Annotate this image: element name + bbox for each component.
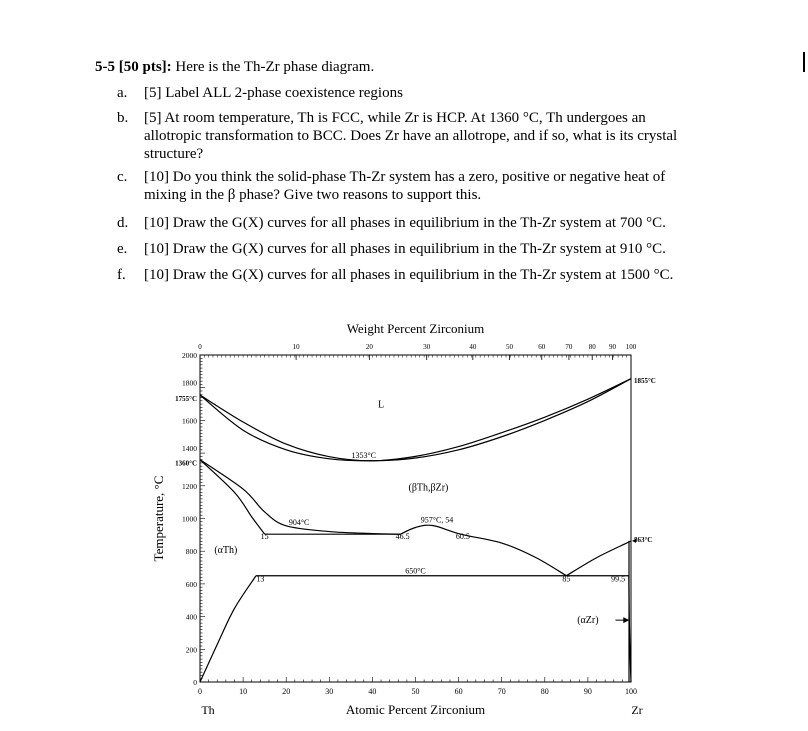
annotation-label: 46.5 (395, 531, 410, 541)
chart-title: Weight Percent Zirconium (346, 321, 485, 336)
top-tick-label: 50 (505, 343, 513, 351)
y-tick-label: 0 (193, 678, 197, 687)
annotation-label: 60.5 (455, 531, 470, 541)
y-tick-label: 1000 (182, 514, 197, 524)
annotation-label: 99.5 (611, 574, 626, 584)
problem-number: 5-5 [50 pts]: (95, 59, 172, 75)
question-letter: d. (117, 215, 129, 231)
x-tick-label: 70 (497, 687, 506, 696)
curve-liquidus (200, 379, 631, 461)
top-tick-label: 80 (588, 343, 596, 351)
top-tick-label: 60 (538, 343, 546, 351)
question-text: [10] Draw the G(X) curves for all phases in equilibrium in the Th-Zr system at 1500 °C. (144, 267, 674, 283)
x-tick-label: 10 (239, 687, 248, 696)
question-letter: f. (117, 267, 126, 283)
x-tick-label: 80 (540, 687, 549, 696)
annotation-label: 1353°C (351, 451, 377, 461)
x-tick-label: 60 (454, 687, 463, 696)
chart-labels (151, 321, 656, 717)
question-text: [10] Draw the G(X) curves for all phases in equilibrium in the Th-Zr system at 910 °C. (144, 241, 666, 257)
annotation-label: (βTh,βZr) (408, 482, 449, 494)
top-tick-label: 20 (365, 343, 373, 351)
left-temperature-label: 1360°C (175, 459, 197, 468)
zr-element-label: Zr (631, 703, 643, 717)
y-tick-label: 1400 (182, 444, 197, 454)
annotation-label: 957°C, 54 (420, 515, 454, 525)
annotation-label: 85 (562, 574, 571, 584)
annotation-label: 904°C (288, 518, 310, 528)
top-tick-label: 70 (565, 343, 573, 351)
question-text: [10] Draw the G(X) curves for all phases in equilibrium in the Th-Zr system at 700 °C. (144, 215, 666, 231)
annotation-label: 1855°C (634, 376, 656, 385)
y-tick-label: 1600 (182, 416, 197, 426)
question-letter: e. (117, 241, 128, 257)
annotation-label: 650°C (405, 566, 426, 576)
problem-intro: Here is the Th-Zr phase diagram. (175, 59, 375, 75)
x-axis-title: Atomic Percent Zirconium (345, 702, 486, 717)
top-tick-label: 10 (292, 343, 300, 351)
curve-alpha-zr-boundary (566, 541, 631, 576)
question-line: structure? (144, 146, 204, 162)
y-tick-label: 200 (185, 645, 197, 655)
question-line: allotropic transformation to BCC. Does Zr have an allotrope, and if so, what is its crystal (144, 128, 678, 144)
plot-frame (200, 355, 631, 682)
question-line: mixing in the β phase? Give two reasons to support this. (144, 187, 482, 203)
left-temperature-label: 1755°C (175, 395, 197, 404)
question-line: [5] At room temperature, Th is FCC, while Zr is HCP. At 1360 °C, Th undergoes an (144, 110, 646, 126)
question-letter: a. (117, 85, 128, 101)
annotation-label: 863°C (634, 536, 653, 545)
alpha-zr-arrow-head (623, 617, 629, 623)
curve-solidus (200, 379, 631, 461)
question-letter: c. (117, 169, 128, 185)
x-tick-label: 90 (583, 687, 592, 696)
y-tick-label: 1800 (182, 378, 197, 388)
y-tick-label: 400 (185, 612, 197, 622)
y-tick-label: 1200 (182, 481, 197, 491)
th-element-label: Th (201, 703, 215, 717)
y-tick-label: 800 (185, 547, 197, 557)
y-tick-label: 2000 (182, 351, 197, 360)
x-tick-label: 100 (625, 687, 637, 696)
axes (200, 355, 631, 682)
curve-alpha-th-solvus (200, 576, 256, 682)
top-tick-label: 40 (469, 343, 477, 351)
top-tick-label: 30 (423, 343, 431, 351)
question-text: [5] Label ALL 2-phase coexistence regions (144, 85, 403, 101)
x-tick-label: 40 (368, 687, 377, 696)
annotation-label: (αZr) (577, 615, 599, 627)
x-tick-label: 0 (198, 687, 202, 696)
x-tick-label: 30 (325, 687, 334, 696)
x-tick-label: 20 (282, 687, 291, 696)
annotation-label: 13 (256, 574, 265, 584)
top-tick-label: 0 (198, 343, 202, 351)
question-letter: b. (117, 110, 129, 126)
annotation-label: L (377, 399, 385, 411)
phase-curves (200, 379, 636, 682)
top-tick-label: 100 (625, 343, 637, 351)
top-tick-label: 90 (608, 343, 616, 351)
y-axis-title: Temperature, °C (151, 475, 166, 562)
y-tick-label: 600 (185, 579, 197, 589)
annotation-label: (αTh) (214, 544, 238, 556)
annotation-label: 15 (260, 531, 269, 541)
x-tick-label: 50 (411, 687, 420, 696)
question-line: [10] Do you think the solid-phase Th-Zr system has a zero, positive or negative heat of (144, 169, 666, 185)
curve-bcc-transus-lower (200, 460, 265, 535)
